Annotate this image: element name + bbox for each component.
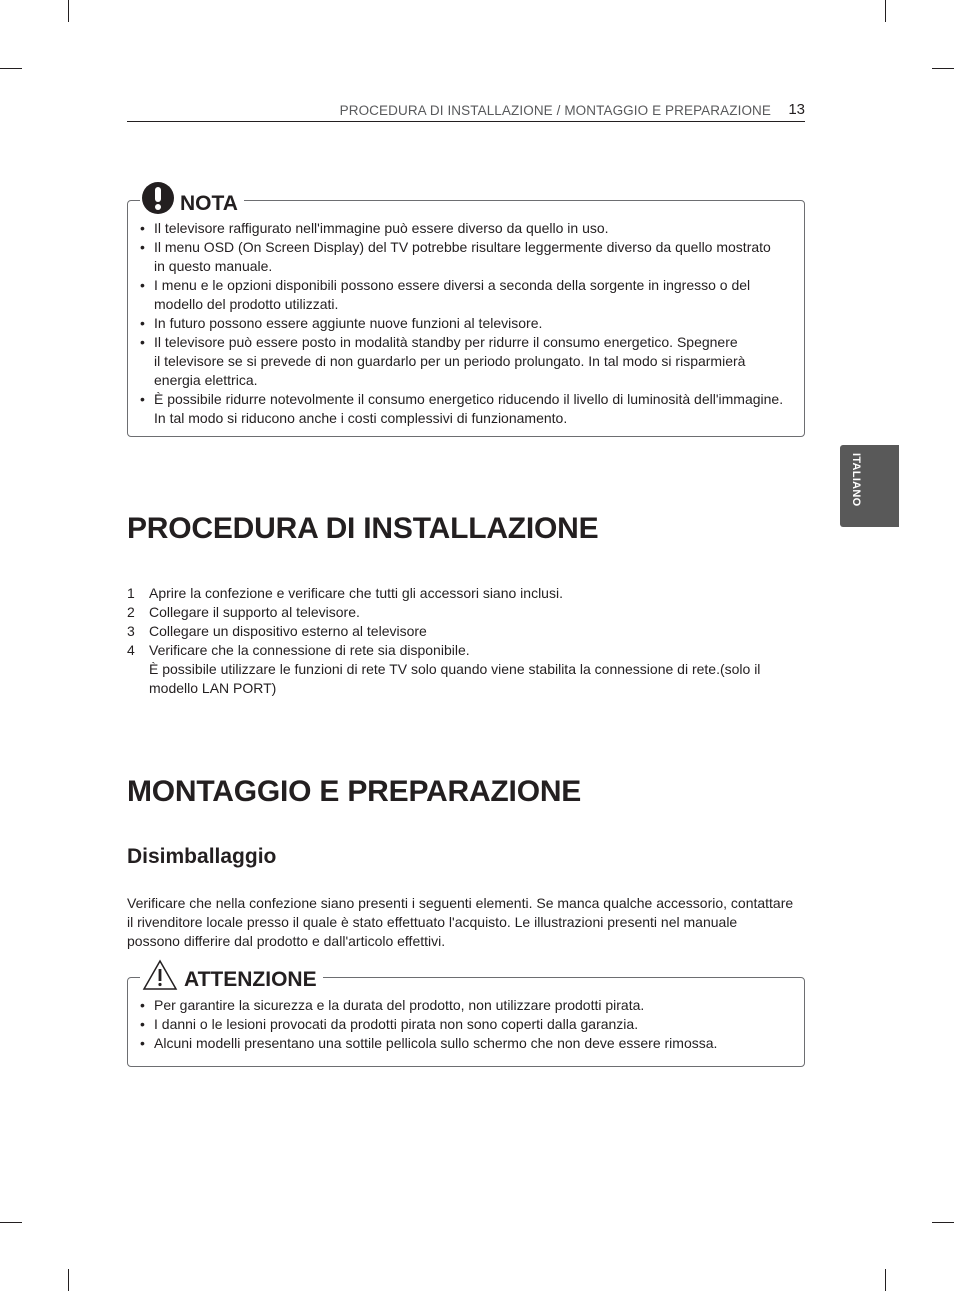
step-number: 3 <box>127 623 135 639</box>
unpacking-subheading: Disimballaggio <box>127 845 277 868</box>
list-item: • Il menu OSD (On Screen Display) del TV potrebbe risultare leggermente diverso da quello mostrato in questo manuale. <box>128 238 804 276</box>
running-header-title: PROCEDURA DI INSTALLAZIONE / MONTAGGIO E PREPARAZIONE <box>339 103 771 118</box>
attenzione-box <box>127 968 805 1067</box>
nota-list <box>128 219 804 428</box>
attenzione-title: ATTENZIONE <box>184 968 317 991</box>
nota-box <box>127 192 805 437</box>
list-item: • Il televisore raffigurato nell'immagine può essere diverso da quello in uso. <box>128 219 804 238</box>
step-number: 1 <box>127 585 135 601</box>
page-number: 13 <box>788 101 805 118</box>
crop-mark <box>68 1269 69 1291</box>
crop-mark <box>68 0 69 22</box>
language-tab-label: ITALIANO <box>850 453 862 507</box>
step-number: 2 <box>127 604 135 620</box>
nota-header <box>140 182 244 220</box>
installation-heading: PROCEDURA DI INSTALLAZIONE <box>127 512 599 545</box>
crop-mark <box>932 1222 954 1223</box>
unpacking-paragraph: Verificare che nella confezione siano presenti i seguenti elementi. Se manca qualche accessorio, contattare il rivenditore locale presso il quale è stato effettuato l'acquisto. Le illustrazioni presenti nel manuale possono differire dal prodotto e dall'articolo effettivi. <box>127 895 794 949</box>
crop-mark <box>932 68 954 69</box>
installation-steps <box>127 584 807 698</box>
crop-mark <box>0 68 22 69</box>
installation-step: 2 Collegare il supporto al televisore. <box>127 604 360 620</box>
step-number: 4 <box>127 642 135 658</box>
list-item: • I menu e le opzioni disponibili possono essere diversi a seconda della sorgente in ingresso o del modello del prodotto utilizzati. <box>128 276 804 314</box>
list-item: • I danni o le lesioni provocati da prodotti pirata non sono coperti dalla garanzia. <box>128 1015 804 1034</box>
crop-mark <box>885 1269 886 1291</box>
installation-step: 1 Aprire la confezione e verificare che tutti gli accessori siano inclusi. <box>127 585 563 601</box>
list-item: • È possibile ridurre notevolmente il consumo energetico riducendo il livello di luminosità dell'immagine. In tal modo si riducono anche i costi complessivi di funzionamento. <box>128 390 804 428</box>
nota-title: NOTA <box>180 192 238 215</box>
language-tab <box>840 445 899 527</box>
list-item: • In futuro possono essere aggiunte nuove funzioni al televisore. <box>128 314 804 333</box>
warning-triangle-icon <box>142 959 178 997</box>
crop-mark <box>0 1222 22 1223</box>
attenzione-header <box>140 959 323 997</box>
exclamation-circle-icon <box>142 182 174 220</box>
installation-step: 3 Collegare un dispositivo esterno al televisore <box>127 623 427 639</box>
list-item: • Il televisore può essere posto in modalità standby per ridurre il consumo energetico. Spegnere il televisore se si prevede di non guardarlo per un periodo prolungato. In tal modo si risparmierà energia elettrica. <box>128 333 804 390</box>
crop-mark <box>885 0 886 22</box>
list-item: • Alcuni modelli presentano una sottile pellicola sullo schermo che non deve essere rimossa. <box>128 1034 804 1053</box>
assembly-heading: MONTAGGIO E PREPARAZIONE <box>127 775 582 808</box>
list-item: • Per garantire la sicurezza e la durata del prodotto, non utilizzare prodotti pirata. <box>128 996 804 1015</box>
running-header <box>127 100 805 122</box>
installation-step: 4 Verificare che la connessione di rete sia disponibile. È possibile utilizzare le funzioni di rete TV solo quando viene stabilita la connessione di rete.(solo il modello LAN PORT) <box>127 642 761 696</box>
attenzione-list <box>128 996 804 1053</box>
